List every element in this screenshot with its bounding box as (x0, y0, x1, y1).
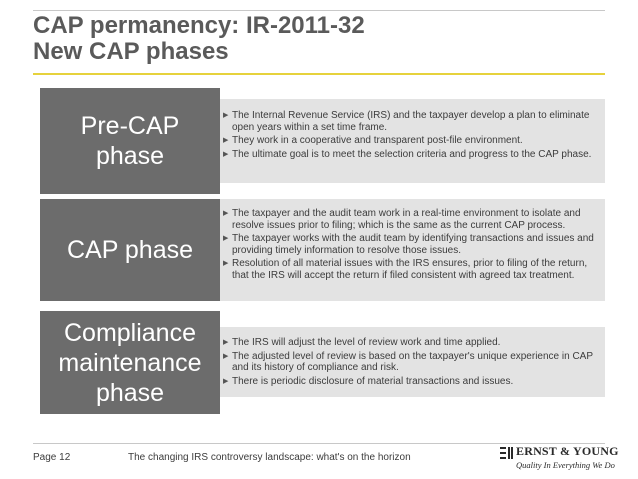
slide-title (33, 13, 365, 65)
ey-logo-icon (500, 446, 514, 460)
triangle-right-icon: ▶ (223, 339, 229, 346)
precap-phase-label: Pre-CAP phase (80, 112, 180, 170)
top-rule (33, 10, 605, 11)
precap-bullet-list (222, 110, 604, 162)
precap-phase-box (40, 88, 220, 194)
list-item: ▶ The adjusted level of review is based on the taxpayer's unique experience in CAP and its history of compliance and risk. (223, 350, 593, 373)
triangle-right-icon: ▶ (223, 377, 229, 385)
title-underline (33, 73, 605, 75)
list-item: ▶ The taxpayer works with the audit team by identifying transactions and issues and providing timely information to resolve those issues. (223, 233, 594, 256)
triangle-right-icon: ▶ (223, 235, 229, 242)
triangle-right-icon: ▶ (223, 112, 229, 119)
compliance-bullet-list (222, 337, 604, 389)
ernst-young-logo (500, 444, 619, 474)
compliance-phase-box (40, 311, 220, 414)
cap-phase-label: CAP phase (66, 236, 193, 264)
list-item: ▶ The taxpayer and the audit team work in a real-time environment to isolate and resolve issues prior to filing; which is the same as the current CAP process. (223, 208, 581, 231)
triangle-right-icon: ▶ (223, 352, 229, 360)
triangle-right-icon: ▶ (223, 150, 229, 158)
footer-caption: The changing IRS controversy landscape: what's on the horizon (128, 452, 411, 463)
list-item: ▶ The ultimate goal is to meet the selection criteria and progress to the CAP phase. (223, 148, 592, 160)
compliance-phase-label: Compliance maintenance phase (58, 318, 202, 407)
title-line-2: New CAP phases (33, 38, 229, 65)
cap-phase-box (40, 199, 220, 301)
list-item: ▶ They work in a cooperative and transparent post-file environment. (223, 135, 523, 146)
page-number: Page 12 (33, 452, 71, 463)
list-item: ▶ There is periodic disclosure of material transactions and issues. (223, 375, 514, 387)
logo-name: ERNST & YOUNG (516, 444, 619, 458)
cap-bullet-list (222, 208, 604, 283)
list-item: ▶ Resolution of all material issues with the IRS ensures, prior to filing of the return, that the IRS will accept the return if filed consistent with agreed tax treatment. (223, 258, 588, 281)
logo-tagline: Quality In Everything We Do (516, 460, 615, 470)
list-item: ▶ The Internal Revenue Service (IRS) and the taxpayer develop a plan to eliminate open years within a set time frame. (223, 110, 590, 133)
title-line-1: CAP permanency: IR-2011-32 (33, 12, 365, 39)
list-item: ▶ The IRS will adjust the level of review work and time applied. (223, 337, 501, 348)
triangle-right-icon: ▶ (223, 210, 229, 217)
triangle-right-icon: ▶ (223, 260, 229, 267)
triangle-right-icon: ▶ (223, 137, 229, 144)
